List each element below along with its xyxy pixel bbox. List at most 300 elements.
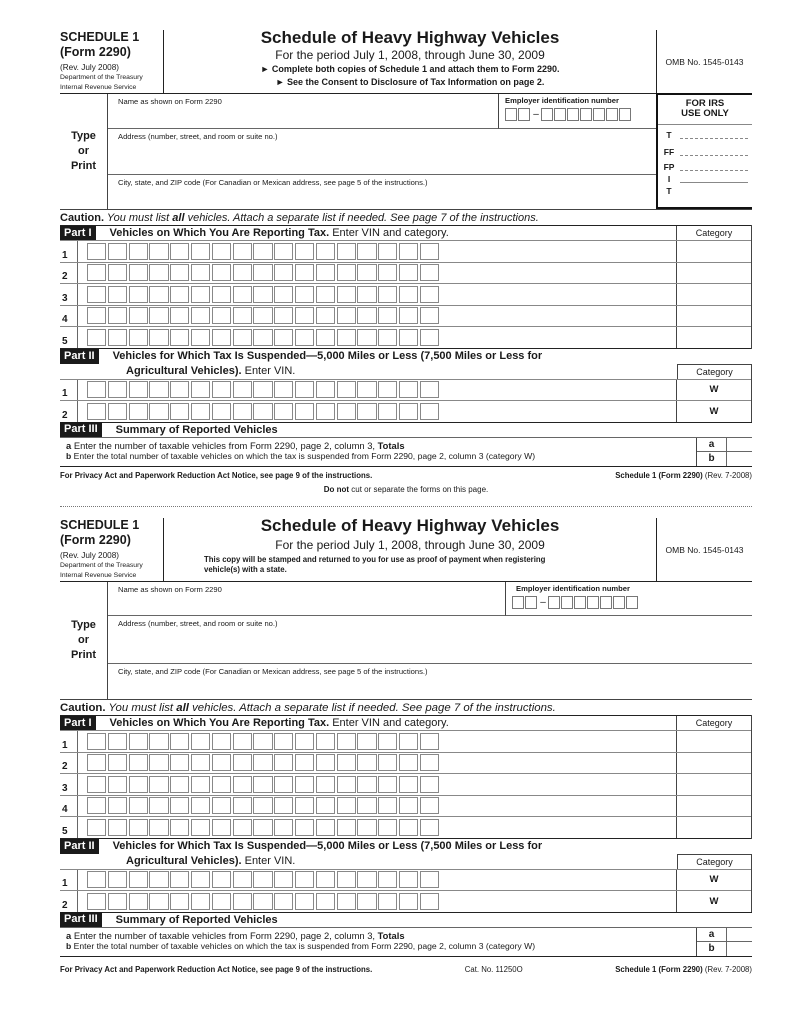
name-field[interactable] <box>108 582 505 616</box>
vin-char-box[interactable] <box>399 733 418 750</box>
vin-char-box[interactable] <box>191 733 210 750</box>
vin-input[interactable] <box>87 819 441 836</box>
vin-input[interactable] <box>87 286 441 303</box>
vin-char-box[interactable] <box>108 733 127 750</box>
vin-char-box[interactable] <box>420 871 439 888</box>
vin-char-box[interactable] <box>378 754 397 771</box>
vin-char-box[interactable] <box>357 403 376 420</box>
vin-char-box[interactable] <box>253 243 272 260</box>
vin-char-box[interactable] <box>108 819 127 836</box>
vin-char-box[interactable] <box>399 871 418 888</box>
vin-char-box[interactable] <box>253 776 272 793</box>
vin-char-box[interactable] <box>357 264 376 281</box>
vin-char-box[interactable] <box>357 243 376 260</box>
vin-char-box[interactable] <box>170 403 189 420</box>
vin-char-box[interactable] <box>295 286 314 303</box>
ein-digit-box[interactable] <box>561 596 573 609</box>
vin-input[interactable] <box>87 871 441 888</box>
vin-char-box[interactable] <box>170 329 189 346</box>
category-input[interactable] <box>676 796 751 817</box>
vin-char-box[interactable] <box>108 264 127 281</box>
vin-char-box[interactable] <box>212 776 231 793</box>
vin-char-box[interactable] <box>170 286 189 303</box>
ein-digit-box[interactable] <box>518 108 530 121</box>
vin-input[interactable] <box>87 403 441 420</box>
vin-char-box[interactable] <box>316 286 335 303</box>
vin-char-box[interactable] <box>87 403 106 420</box>
cut-line <box>60 506 752 507</box>
vin-char-box[interactable] <box>274 243 293 260</box>
vin-char-box[interactable] <box>212 381 231 398</box>
vin-char-box[interactable] <box>212 733 231 750</box>
category-input[interactable] <box>676 753 751 774</box>
vin-char-box[interactable] <box>108 286 127 303</box>
ein-digit-box[interactable] <box>580 108 592 121</box>
vin-char-box[interactable] <box>149 329 168 346</box>
vin-char-box[interactable] <box>274 776 293 793</box>
vin-char-box[interactable] <box>399 286 418 303</box>
vin-char-box[interactable] <box>87 754 106 771</box>
vin-char-box[interactable] <box>357 307 376 324</box>
vin-char-box[interactable] <box>191 797 210 814</box>
vin-char-box[interactable] <box>108 797 127 814</box>
category-input[interactable] <box>676 731 751 752</box>
vin-char-box[interactable] <box>253 733 272 750</box>
vin-char-box[interactable] <box>378 243 397 260</box>
vin-char-box[interactable] <box>420 776 439 793</box>
vin-input[interactable] <box>87 381 441 398</box>
vin-char-box[interactable] <box>233 871 252 888</box>
vin-char-box[interactable] <box>274 754 293 771</box>
vin-char-box[interactable] <box>420 243 439 260</box>
vin-char-box[interactable] <box>149 754 168 771</box>
vin-char-box[interactable] <box>108 307 127 324</box>
vin-char-box[interactable] <box>170 797 189 814</box>
vin-char-box[interactable] <box>233 403 252 420</box>
vin-char-box[interactable] <box>233 264 252 281</box>
vin-char-box[interactable] <box>129 871 148 888</box>
category-input[interactable] <box>676 817 751 838</box>
vin-char-box[interactable] <box>274 797 293 814</box>
vin-char-box[interactable] <box>316 243 335 260</box>
vin-char-box[interactable] <box>87 797 106 814</box>
vin-char-box[interactable] <box>357 286 376 303</box>
ein-digit-box[interactable] <box>512 596 524 609</box>
vin-char-box[interactable] <box>170 754 189 771</box>
vin-char-box[interactable] <box>253 329 272 346</box>
vin-char-box[interactable] <box>212 403 231 420</box>
city-state-zip-field[interactable] <box>108 175 656 210</box>
vin-char-box[interactable] <box>274 893 293 910</box>
vin-char-box[interactable] <box>420 264 439 281</box>
vin-char-box[interactable] <box>191 819 210 836</box>
vin-char-box[interactable] <box>399 754 418 771</box>
vin-char-box[interactable] <box>191 329 210 346</box>
vin-char-box[interactable] <box>274 307 293 324</box>
vin-char-box[interactable] <box>170 893 189 910</box>
vin-char-box[interactable] <box>108 893 127 910</box>
vin-char-box[interactable] <box>253 871 272 888</box>
vin-char-box[interactable] <box>170 243 189 260</box>
vin-char-box[interactable] <box>149 893 168 910</box>
vin-char-box[interactable] <box>399 381 418 398</box>
vin-char-box[interactable] <box>337 797 356 814</box>
ein-field[interactable] <box>505 582 752 616</box>
vin-char-box[interactable] <box>191 243 210 260</box>
vin-char-box[interactable] <box>420 797 439 814</box>
vin-char-box[interactable] <box>170 381 189 398</box>
vin-char-box[interactable] <box>253 286 272 303</box>
vin-char-box[interactable] <box>170 733 189 750</box>
vin-char-box[interactable] <box>253 381 272 398</box>
vin-char-box[interactable] <box>233 797 252 814</box>
vin-char-box[interactable] <box>253 264 272 281</box>
vin-char-box[interactable] <box>191 381 210 398</box>
line-b-input[interactable] <box>727 942 752 956</box>
vin-char-box[interactable] <box>316 776 335 793</box>
ein-digit-box[interactable] <box>593 108 605 121</box>
vin-char-box[interactable] <box>87 776 106 793</box>
vin-char-box[interactable] <box>170 819 189 836</box>
vin-char-box[interactable] <box>378 893 397 910</box>
ein-digit-box[interactable] <box>525 596 537 609</box>
vin-char-box[interactable] <box>233 776 252 793</box>
vin-char-box[interactable] <box>87 264 106 281</box>
ein-digit-box[interactable] <box>567 108 579 121</box>
vin-char-box[interactable] <box>274 329 293 346</box>
vin-char-box[interactable] <box>108 381 127 398</box>
vin-char-box[interactable] <box>378 307 397 324</box>
vin-char-box[interactable] <box>420 307 439 324</box>
vin-char-box[interactable] <box>129 754 148 771</box>
vin-char-box[interactable] <box>274 381 293 398</box>
vin-char-box[interactable] <box>170 871 189 888</box>
vin-char-box[interactable] <box>149 403 168 420</box>
vin-char-box[interactable] <box>295 243 314 260</box>
vin-char-box[interactable] <box>191 403 210 420</box>
vin-char-box[interactable] <box>295 403 314 420</box>
vin-char-box[interactable] <box>149 264 168 281</box>
vin-char-box[interactable] <box>129 243 148 260</box>
vin-char-box[interactable] <box>191 871 210 888</box>
vin-char-box[interactable] <box>420 819 439 836</box>
line-a-input[interactable] <box>727 928 752 941</box>
vin-char-box[interactable] <box>129 733 148 750</box>
vin-char-box[interactable] <box>295 381 314 398</box>
vin-char-box[interactable] <box>399 403 418 420</box>
vin-char-box[interactable] <box>337 819 356 836</box>
vin-char-box[interactable] <box>274 264 293 281</box>
vin-char-box[interactable] <box>149 307 168 324</box>
ein-boxes[interactable]: – <box>505 108 656 121</box>
ein-digit-box[interactable] <box>574 596 586 609</box>
vin-char-box[interactable] <box>378 264 397 281</box>
vin-input[interactable] <box>87 893 441 910</box>
city-state-zip-field[interactable] <box>108 664 752 700</box>
vin-char-box[interactable] <box>337 264 356 281</box>
vin-input[interactable] <box>87 797 441 814</box>
vin-char-box[interactable] <box>87 819 106 836</box>
vin-char-box[interactable] <box>108 329 127 346</box>
vin-input[interactable] <box>87 243 441 260</box>
vin-char-box[interactable] <box>357 893 376 910</box>
vin-char-box[interactable] <box>149 797 168 814</box>
vin-char-box[interactable] <box>149 243 168 260</box>
vin-char-box[interactable] <box>420 733 439 750</box>
vin-char-box[interactable] <box>87 329 106 346</box>
vin-char-box[interactable] <box>87 286 106 303</box>
vin-char-box[interactable] <box>149 286 168 303</box>
vin-char-box[interactable] <box>399 329 418 346</box>
vin-char-box[interactable] <box>357 733 376 750</box>
vin-char-box[interactable] <box>87 733 106 750</box>
vin-char-box[interactable] <box>129 819 148 836</box>
vin-char-box[interactable] <box>295 893 314 910</box>
vin-char-box[interactable] <box>149 733 168 750</box>
vin-char-box[interactable] <box>378 871 397 888</box>
vin-char-box[interactable] <box>399 264 418 281</box>
vin-char-box[interactable] <box>399 776 418 793</box>
vin-char-box[interactable] <box>212 871 231 888</box>
vin-char-box[interactable] <box>316 797 335 814</box>
vin-char-box[interactable] <box>170 307 189 324</box>
vin-char-box[interactable] <box>108 871 127 888</box>
vin-char-box[interactable] <box>87 871 106 888</box>
category-input[interactable] <box>676 327 751 348</box>
name-field[interactable] <box>108 94 498 129</box>
vin-char-box[interactable] <box>233 819 252 836</box>
vin-char-box[interactable] <box>399 819 418 836</box>
ein-digit-box[interactable] <box>548 596 560 609</box>
vin-input[interactable] <box>87 754 441 771</box>
vin-char-box[interactable] <box>378 733 397 750</box>
vin-char-box[interactable] <box>108 754 127 771</box>
vin-char-box[interactable] <box>233 893 252 910</box>
category-input[interactable] <box>676 241 751 262</box>
address-field[interactable] <box>108 616 752 664</box>
vin-char-box[interactable] <box>337 754 356 771</box>
vin-char-box[interactable] <box>295 871 314 888</box>
vin-char-box[interactable] <box>212 243 231 260</box>
vehicle-row: 2 <box>60 752 751 774</box>
ein-digit-box[interactable] <box>600 596 612 609</box>
vin-char-box[interactable] <box>337 381 356 398</box>
vin-char-box[interactable] <box>399 893 418 910</box>
vin-char-box[interactable] <box>357 871 376 888</box>
vin-char-box[interactable] <box>129 403 148 420</box>
vin-char-box[interactable] <box>295 733 314 750</box>
vin-char-box[interactable] <box>274 819 293 836</box>
vin-char-box[interactable] <box>316 307 335 324</box>
vin-char-box[interactable] <box>212 754 231 771</box>
vin-char-box[interactable] <box>170 776 189 793</box>
vin-char-box[interactable] <box>378 381 397 398</box>
vin-char-box[interactable] <box>253 403 272 420</box>
vin-char-box[interactable] <box>420 403 439 420</box>
form-footer <box>60 471 752 480</box>
vin-char-box[interactable] <box>149 381 168 398</box>
vin-char-box[interactable] <box>274 871 293 888</box>
vin-char-box[interactable] <box>212 797 231 814</box>
vin-char-box[interactable] <box>295 797 314 814</box>
vin-char-box[interactable] <box>191 754 210 771</box>
vin-char-box[interactable] <box>191 776 210 793</box>
ein-digit-box[interactable] <box>587 596 599 609</box>
vin-char-box[interactable] <box>212 329 231 346</box>
vin-input[interactable] <box>87 329 441 346</box>
vin-char-box[interactable] <box>253 307 272 324</box>
vin-char-box[interactable] <box>295 264 314 281</box>
vin-char-box[interactable] <box>316 403 335 420</box>
vin-char-box[interactable] <box>316 329 335 346</box>
vin-char-box[interactable] <box>316 381 335 398</box>
ein-digit-box[interactable] <box>613 596 625 609</box>
vin-char-box[interactable] <box>295 819 314 836</box>
vin-char-box[interactable] <box>420 329 439 346</box>
vin-input[interactable] <box>87 776 441 793</box>
vin-char-box[interactable] <box>212 819 231 836</box>
vin-char-box[interactable] <box>129 893 148 910</box>
vin-char-box[interactable] <box>212 307 231 324</box>
vin-input[interactable] <box>87 733 441 750</box>
vin-char-box[interactable] <box>129 776 148 793</box>
line-b-input[interactable] <box>727 452 752 466</box>
vin-char-box[interactable] <box>316 264 335 281</box>
vin-char-box[interactable] <box>316 733 335 750</box>
vin-char-box[interactable] <box>357 819 376 836</box>
vin-input[interactable] <box>87 264 441 281</box>
ein-digit-box[interactable] <box>505 108 517 121</box>
vin-char-box[interactable] <box>87 307 106 324</box>
vin-char-box[interactable] <box>357 329 376 346</box>
address-field[interactable] <box>108 129 656 175</box>
vin-char-box[interactable] <box>253 797 272 814</box>
vin-char-box[interactable] <box>191 893 210 910</box>
vin-char-box[interactable] <box>233 381 252 398</box>
vin-char-box[interactable] <box>170 264 189 281</box>
vin-char-box[interactable] <box>149 819 168 836</box>
vin-char-box[interactable] <box>295 307 314 324</box>
vin-char-box[interactable] <box>357 381 376 398</box>
vin-char-box[interactable] <box>233 243 252 260</box>
category-input[interactable] <box>676 306 751 327</box>
vin-char-box[interactable] <box>337 776 356 793</box>
vin-char-box[interactable] <box>316 819 335 836</box>
vin-char-box[interactable] <box>399 797 418 814</box>
vin-char-box[interactable] <box>357 797 376 814</box>
type-or-print-label <box>60 94 108 209</box>
vin-char-box[interactable] <box>420 286 439 303</box>
vin-char-box[interactable] <box>212 893 231 910</box>
vin-char-box[interactable] <box>357 754 376 771</box>
vin-char-box[interactable] <box>316 871 335 888</box>
vin-char-box[interactable] <box>295 776 314 793</box>
ein-digit-box[interactable] <box>541 108 553 121</box>
vin-char-box[interactable] <box>378 329 397 346</box>
vin-char-box[interactable] <box>129 307 148 324</box>
vin-char-box[interactable] <box>337 286 356 303</box>
category-input[interactable] <box>676 284 751 305</box>
vin-char-box[interactable] <box>129 286 148 303</box>
vin-char-box[interactable] <box>253 819 272 836</box>
taxpayer-info-block <box>60 582 752 700</box>
vin-char-box[interactable] <box>420 381 439 398</box>
category-input[interactable] <box>676 263 751 284</box>
vin-char-box[interactable] <box>191 286 210 303</box>
ein-boxes[interactable]: – <box>512 596 752 609</box>
vin-char-box[interactable] <box>337 893 356 910</box>
vin-char-box[interactable] <box>295 329 314 346</box>
vin-char-box[interactable] <box>253 893 272 910</box>
vin-char-box[interactable] <box>129 797 148 814</box>
vin-char-box[interactable] <box>233 286 252 303</box>
vin-char-box[interactable] <box>129 264 148 281</box>
vin-char-box[interactable] <box>337 733 356 750</box>
vin-char-box[interactable] <box>87 243 106 260</box>
vin-char-box[interactable] <box>274 286 293 303</box>
irs-row-fp: FP <box>658 160 752 173</box>
ein-digit-box[interactable] <box>606 108 618 121</box>
vin-char-box[interactable] <box>212 264 231 281</box>
ein-digit-box[interactable] <box>626 596 638 609</box>
category-input[interactable] <box>676 774 751 795</box>
vin-char-box[interactable] <box>108 243 127 260</box>
vin-char-box[interactable] <box>191 264 210 281</box>
vin-char-box[interactable] <box>108 403 127 420</box>
vin-char-box[interactable] <box>337 329 356 346</box>
vin-input[interactable] <box>87 307 441 324</box>
vin-char-box[interactable] <box>87 893 106 910</box>
vin-char-box[interactable] <box>399 307 418 324</box>
vin-char-box[interactable] <box>337 307 356 324</box>
vin-char-box[interactable] <box>378 776 397 793</box>
vin-char-box[interactable] <box>420 893 439 910</box>
vin-char-box[interactable] <box>233 754 252 771</box>
vin-char-box[interactable] <box>399 243 418 260</box>
vin-char-box[interactable] <box>378 797 397 814</box>
ein-field[interactable] <box>498 94 656 129</box>
ein-digit-box[interactable] <box>619 108 631 121</box>
vin-char-box[interactable] <box>378 819 397 836</box>
vin-char-box[interactable] <box>378 286 397 303</box>
vin-char-box[interactable] <box>233 307 252 324</box>
vin-char-box[interactable] <box>233 329 252 346</box>
vin-char-box[interactable] <box>212 286 231 303</box>
vin-char-box[interactable] <box>108 776 127 793</box>
vin-char-box[interactable] <box>274 733 293 750</box>
vin-char-box[interactable] <box>233 733 252 750</box>
vin-char-box[interactable] <box>420 754 439 771</box>
vin-char-box[interactable] <box>378 403 397 420</box>
vin-char-box[interactable] <box>274 403 293 420</box>
vin-char-box[interactable] <box>337 403 356 420</box>
vin-char-box[interactable] <box>316 754 335 771</box>
vin-char-box[interactable] <box>87 381 106 398</box>
line-a-input[interactable] <box>727 438 752 451</box>
ein-digit-box[interactable] <box>554 108 566 121</box>
vin-char-box[interactable] <box>295 754 314 771</box>
vin-char-box[interactable] <box>149 871 168 888</box>
vin-char-box[interactable] <box>191 307 210 324</box>
vin-char-box[interactable] <box>129 329 148 346</box>
vin-char-box[interactable] <box>357 776 376 793</box>
vin-char-box[interactable] <box>129 381 148 398</box>
vin-char-box[interactable] <box>337 871 356 888</box>
vin-char-box[interactable] <box>149 776 168 793</box>
vin-char-box[interactable] <box>316 893 335 910</box>
vin-char-box[interactable] <box>253 754 272 771</box>
vin-char-box[interactable] <box>337 243 356 260</box>
